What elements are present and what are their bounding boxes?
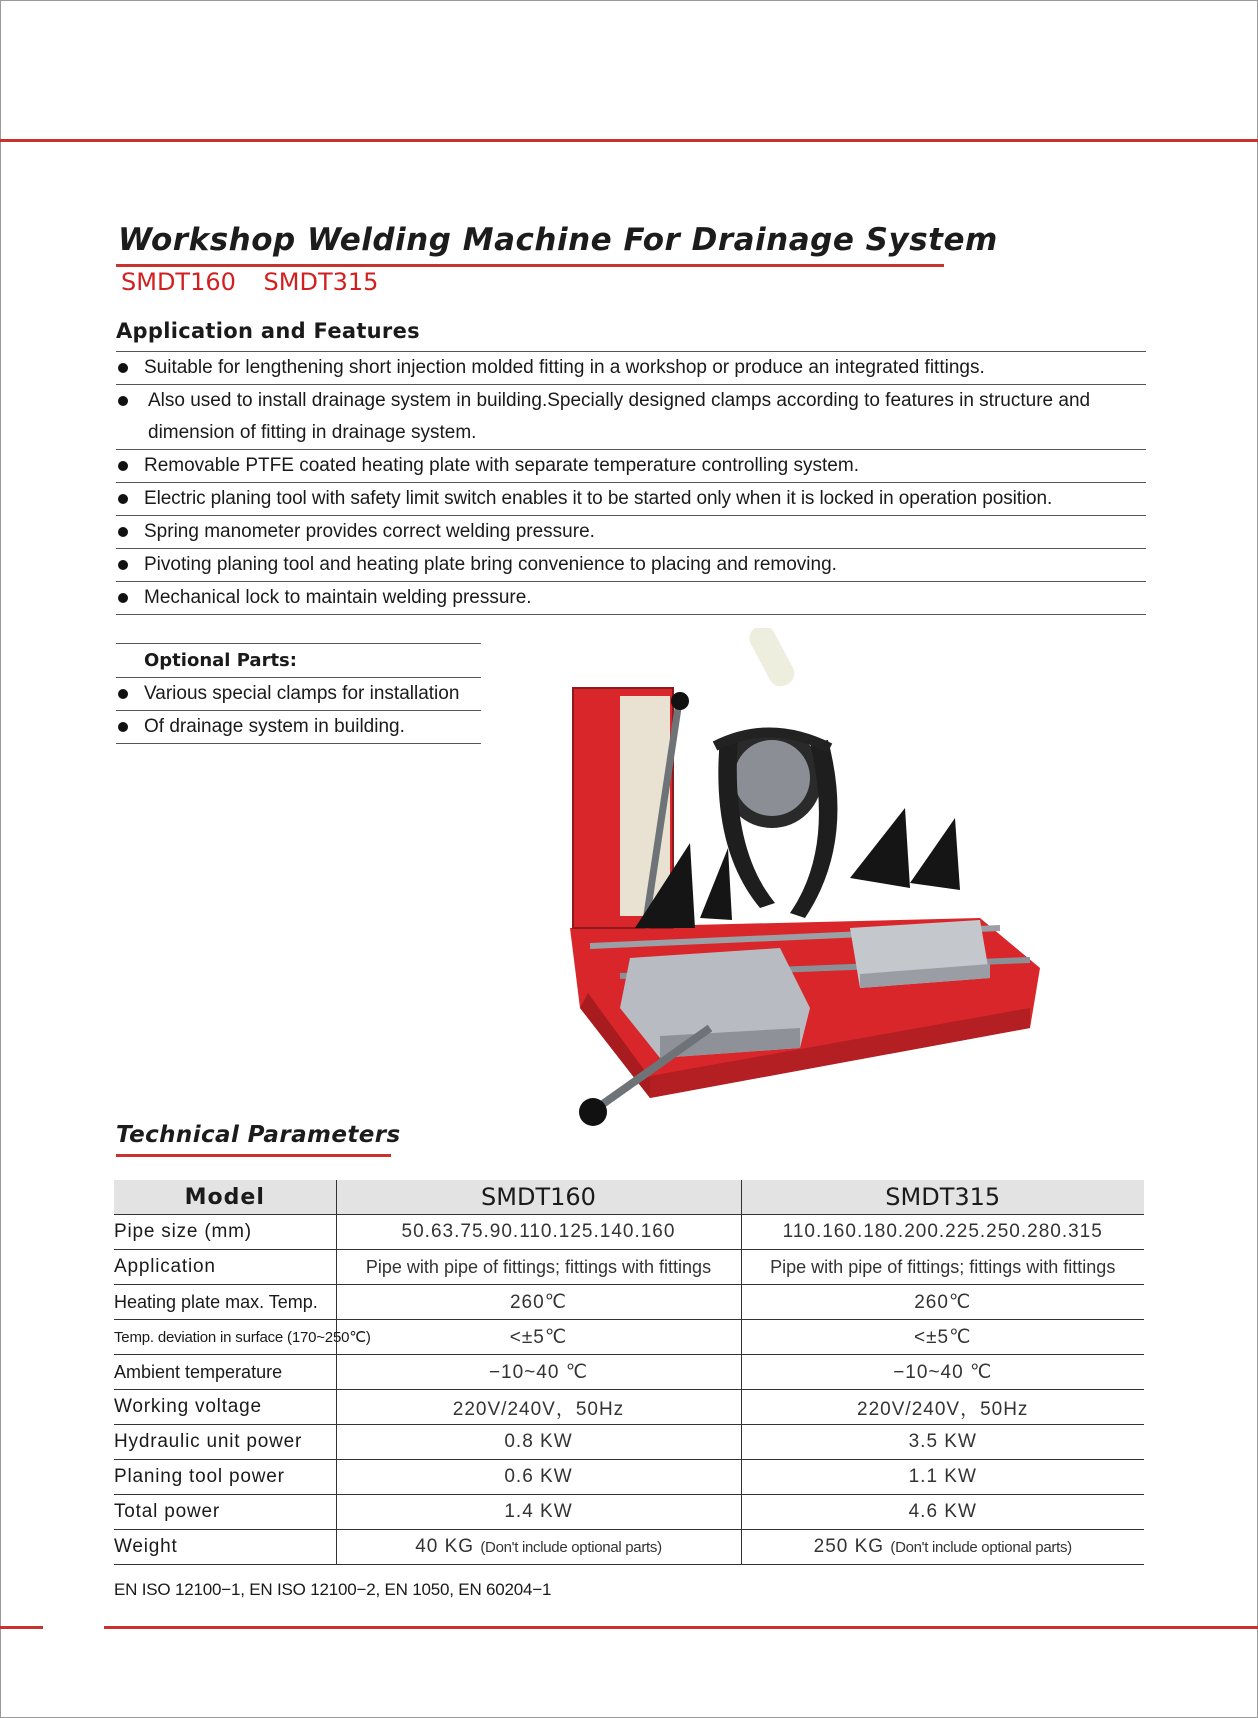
table-cell — [741, 1530, 1144, 1565]
table-cell: Pipe with pipe of fittings; fittings with fittings — [741, 1250, 1144, 1285]
feature-item — [116, 482, 1146, 515]
weight-note: (Don't include optional parts) — [890, 1539, 1072, 1556]
feature-item — [116, 449, 1146, 482]
table-cell-label: Temp. deviation in surface (170~250℃) — [114, 1320, 336, 1355]
table-cell: 1.4 KW — [336, 1495, 741, 1530]
model-name: SMDT315 — [263, 268, 379, 296]
technical-heading: Technical Parameters — [116, 1122, 401, 1148]
weight-note: (Don't include optional parts) — [480, 1539, 662, 1556]
table-cell: 50.63.75.90.110.125.140.160 — [336, 1215, 741, 1250]
table-header-cell: SMDT160 — [336, 1180, 741, 1215]
bullet-icon — [118, 560, 128, 570]
table-row — [114, 1285, 1144, 1320]
table-row — [114, 1390, 1144, 1425]
table-cell-label: Pipe size (mm) — [114, 1215, 336, 1250]
page-title: Workshop Welding Machine For Drainage System — [118, 222, 998, 258]
bullet-icon — [118, 461, 128, 471]
table-cell-label: Hydraulic unit power — [114, 1425, 336, 1460]
bottom-divider — [0, 1626, 43, 1629]
table-row — [114, 1320, 1144, 1355]
table-cell-label: Application — [114, 1250, 336, 1285]
top-divider — [0, 139, 1258, 142]
feature-text: Spring manometer provides correct welding pressure. — [144, 521, 595, 542]
weight-value: 40 KG — [415, 1536, 475, 1557]
feature-item — [116, 581, 1146, 615]
bullet-icon — [118, 527, 128, 537]
bottom-divider — [104, 1626, 1258, 1629]
table-cell: −10~40 ℃ — [741, 1355, 1144, 1390]
bullet-icon — [118, 689, 128, 699]
feature-text: Removable PTFE coated heating plate with separate temperature controlling system. — [144, 455, 859, 476]
table-cell-label: Heating plate max. Temp. — [114, 1285, 336, 1320]
table-cell: 260℃ — [741, 1285, 1144, 1320]
optional-part-item — [116, 677, 481, 710]
table-cell: <±5℃ — [336, 1320, 741, 1355]
optional-parts-heading: Optional Parts: — [116, 643, 481, 677]
table-cell: 220V/240V，50Hz — [741, 1390, 1144, 1425]
feature-text: Pivoting planing tool and heating plate bring convenience to placing and removing. — [144, 554, 837, 575]
table-row — [114, 1460, 1144, 1495]
table-cell-label: Ambient temperature — [114, 1355, 336, 1390]
feature-text: Mechanical lock to maintain welding pressure. — [144, 587, 532, 608]
bullet-icon — [118, 593, 128, 603]
table-cell: <±5℃ — [741, 1320, 1144, 1355]
optional-part-text: Of drainage system in building. — [144, 716, 405, 737]
table-cell-label: Planing tool power — [114, 1460, 336, 1495]
table-header-row — [114, 1180, 1144, 1215]
table-header-cell: Model — [114, 1180, 336, 1215]
feature-list — [116, 351, 1146, 615]
table-cell: 0.6 KW — [336, 1460, 741, 1495]
application-heading: Application and Features — [116, 319, 420, 343]
table-cell: 260℃ — [336, 1285, 741, 1320]
table-cell: 1.1 KW — [741, 1460, 1144, 1495]
technical-underline — [116, 1154, 391, 1157]
table-cell: 110.160.180.200.225.250.280.315 — [741, 1215, 1144, 1250]
feature-item — [116, 515, 1146, 548]
bullet-icon — [118, 494, 128, 504]
table-cell: −10~40 ℃ — [336, 1355, 741, 1390]
table-cell: 0.8 KW — [336, 1425, 741, 1460]
table-row — [114, 1425, 1144, 1460]
optional-part-item — [116, 710, 481, 744]
standards-line: EN ISO 12100−1, EN ISO 12100−2, EN 1050, EN 60204−1 — [114, 1580, 552, 1599]
table-row — [114, 1495, 1144, 1530]
table-cell: 3.5 KW — [741, 1425, 1144, 1460]
feature-item — [116, 384, 1146, 449]
title-underline — [116, 264, 944, 267]
bullet-icon — [118, 396, 128, 406]
weight-value: 250 KG — [813, 1536, 885, 1557]
feature-text: Electric planing tool with safety limit switch enables it to be started only when it is locked in operation position. — [144, 488, 1053, 509]
table-cell: Pipe with pipe of fittings; fittings with fittings — [336, 1250, 741, 1285]
table-header-cell: SMDT315 — [741, 1180, 1144, 1215]
table-row — [114, 1530, 1144, 1565]
feature-item — [116, 351, 1146, 384]
welding-machine-photo — [560, 628, 1060, 1148]
optional-parts — [116, 643, 481, 744]
table-cell: 220V/240V，50Hz — [336, 1390, 741, 1425]
table-cell-label: Total power — [114, 1495, 336, 1530]
table-row — [114, 1355, 1144, 1390]
bullet-icon — [118, 363, 128, 373]
table-cell — [336, 1530, 741, 1565]
table-row — [114, 1215, 1144, 1250]
table-cell: 4.6 KW — [741, 1495, 1144, 1530]
feature-text: Also used to install drainage system in building.Specially designed clamps according to features in structure and dimension of fitting in drainage system. — [148, 390, 1091, 443]
model-names — [121, 268, 398, 296]
optional-part-text: Various special clamps for installation — [144, 683, 460, 704]
table-cell-label: Weight — [114, 1530, 336, 1565]
table-cell-label: Working voltage — [114, 1390, 336, 1425]
table-row — [114, 1250, 1144, 1285]
feature-item — [116, 548, 1146, 581]
bullet-icon — [118, 722, 128, 732]
model-name: SMDT160 — [121, 268, 236, 296]
feature-text: Suitable for lengthening short injection molded fitting in a workshop or produce an integrated fittings. — [144, 357, 985, 378]
technical-parameters-table — [114, 1180, 1144, 1565]
